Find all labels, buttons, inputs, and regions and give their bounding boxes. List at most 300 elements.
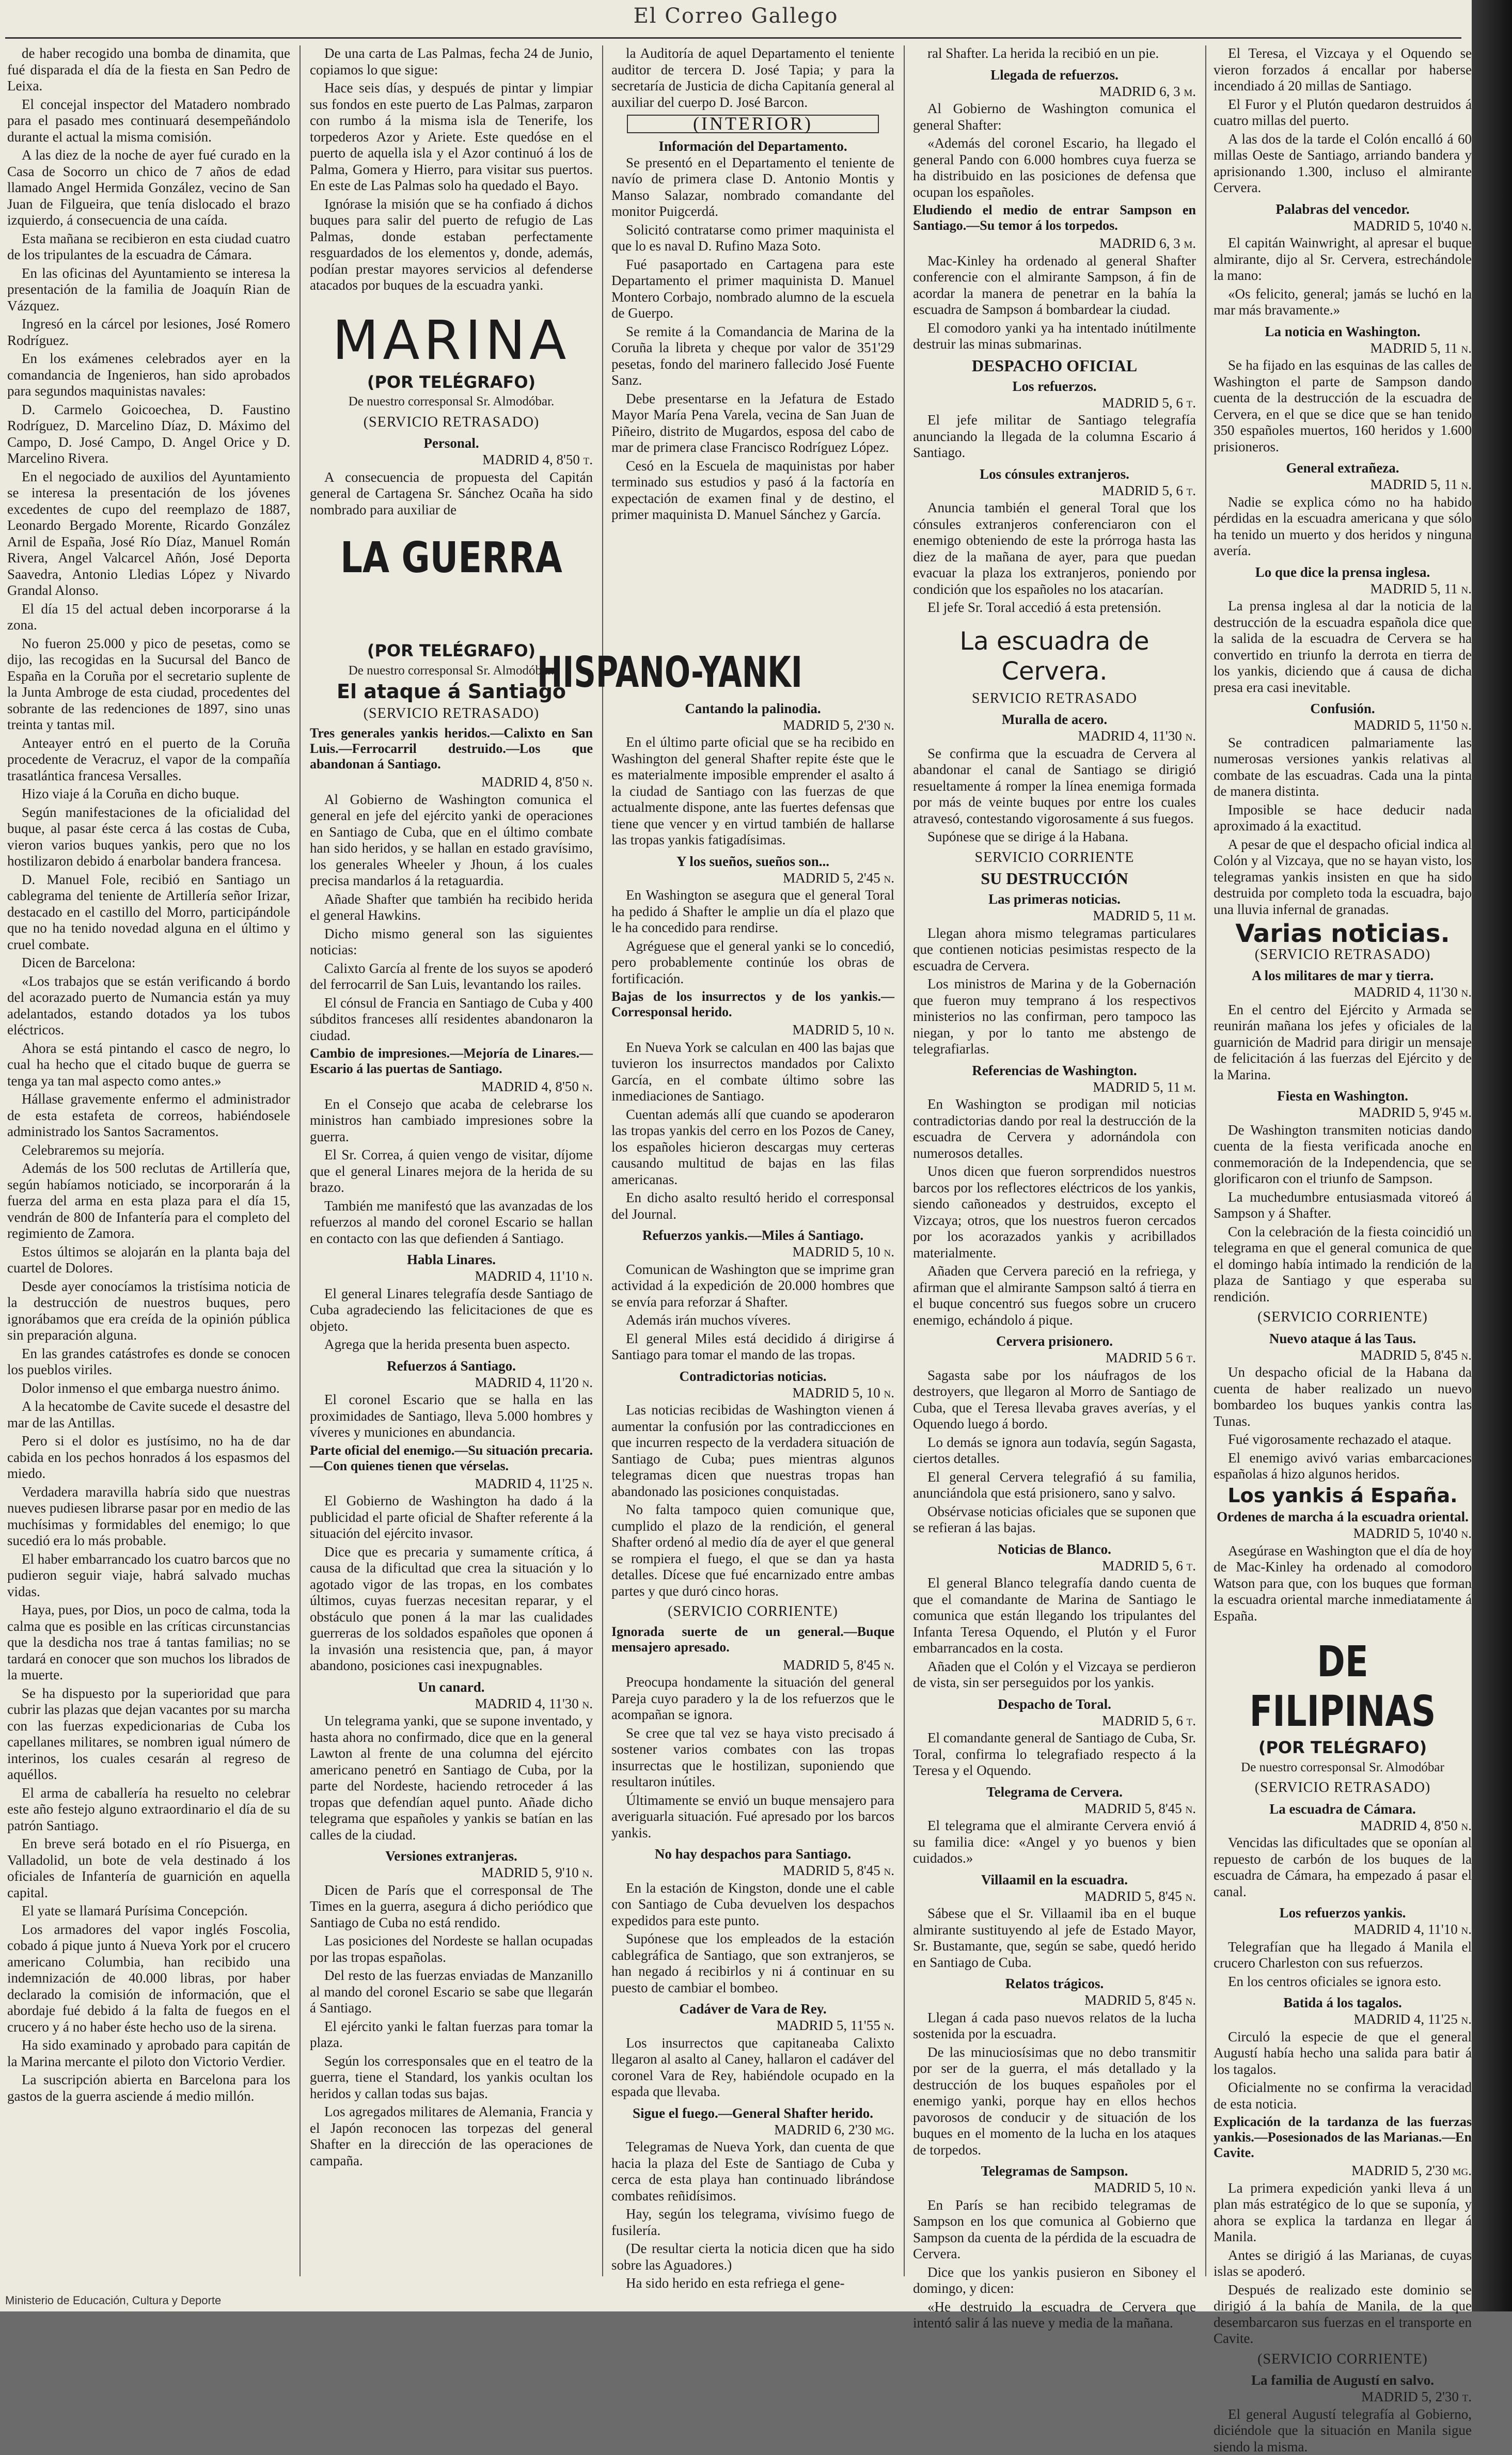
dateline: MADRID 5, 10 n. bbox=[611, 1022, 894, 1038]
article-text bbox=[611, 2035, 894, 2100]
article-text bbox=[310, 1493, 593, 1674]
paragraph: Lo demás se ignora aun todavía, según Sagasta, ciertos detalles. bbox=[913, 1435, 1196, 1467]
article-text bbox=[611, 734, 894, 848]
article-text bbox=[1214, 2180, 1472, 2347]
dateline: MADRID 5, 11'55 n. bbox=[611, 2018, 894, 2034]
headline: Los cónsules extranjeros. bbox=[913, 466, 1196, 482]
headline-despacho-oficial: DESPACHO OFICIAL bbox=[913, 358, 1196, 373]
article-text bbox=[913, 253, 1196, 353]
headline-su-destruccion: SU DESTRUCCIÓN bbox=[913, 871, 1196, 886]
paragraph: Los insurrectos que capitaneaba Calixto llegaron al asalto al Caney, hallaron el cadáver del coronel Vara de Rey, habiéndole ocupado en la espada que llevaba. bbox=[611, 2035, 894, 2100]
paragraph: El jefe Sr. Toral accedió á esta pretensión. bbox=[913, 600, 1196, 616]
paragraph: El telegrama que el almirante Cervera envió á su familia dice: «Angel y yo buenos y bien cuidados.» bbox=[913, 1818, 1196, 1867]
paragraph: Fué vigorosamente rechazado el ataque. bbox=[1214, 1431, 1472, 1448]
dateline: MADRID 5, 8'45 n. bbox=[611, 1863, 894, 1879]
paragraph: Anuncia también el general Toral que los cónsules extranjeros conferenciaron con el enemigo obteniendo de este la prórroga hasta las diez de la mañana de ayer, para que puedan evacuar la plaza los extranjeros, poniendo por condición que los españoles no los atacarían. bbox=[913, 500, 1196, 597]
paragraph: El día 15 del actual deben incorporarse á la zona. bbox=[7, 601, 290, 634]
article-text bbox=[310, 1392, 593, 1441]
paragraph: Mac-Kinley ha ordenado al general Shafter conferencie con el almirante Sampson, á fin de acordar la manera de penetrar en la bahía la escuadra de Sampson á bombardear la ciudad. bbox=[913, 253, 1196, 318]
headline: La escuadra de Cámara. bbox=[1214, 1801, 1472, 1817]
paragraph: Después de realizado este dominio se dirigió á la bahía de Manila, de la que desembarcaron sus fuerzas en el transporte en Cavite. bbox=[1214, 2282, 1472, 2347]
paragraph: El ejército yanki le faltan fuerzas para tomar la plaza. bbox=[310, 2019, 593, 2051]
dateline: MADRID 6, 3 m. bbox=[913, 235, 1196, 252]
dateline: MADRID 5, 11'50 n. bbox=[1214, 717, 1472, 734]
article-text bbox=[913, 45, 1196, 62]
subheadline: Bajas de los insurrectos y de los yankis.—Corresponsal herido. bbox=[611, 989, 894, 1020]
column-3 bbox=[611, 45, 894, 2276]
headline: Despacho de Toral. bbox=[913, 1696, 1196, 1712]
service-label: (SERVICIO CORRIENTE) bbox=[1214, 2351, 1472, 2368]
paragraph: Hay, según los telegrama, vivísimo fuego de fusilería. bbox=[611, 2206, 894, 2239]
article-text bbox=[611, 1674, 894, 1841]
headline: La familia de Augustí en salvo. bbox=[1214, 2372, 1472, 2388]
headline: Villaamil en la escuadra. bbox=[913, 1872, 1196, 1887]
paragraph: En el centro del Ejército y Armada se reunirán mañana los jefes y oficiales de la guarnición de Madrid para dirigir un mensaje de felicitación á las fuerzas del Ejército y de la Marina. bbox=[1214, 1002, 1472, 1083]
paragraph: En el Consejo que acaba de celebrarse los ministros han cambiado impresiones sobre la guerra. bbox=[310, 1096, 593, 1145]
paragraph: Antes se dirigió á las Marianas, de cuyas islas se apoderó. bbox=[1214, 2247, 1472, 2280]
subheadline: Ignorada suerte de un general.—Buque mensajero apresado. bbox=[611, 1624, 894, 1655]
section-title-escuadra: La escuadra de Cervera. bbox=[913, 626, 1196, 686]
paragraph: Dicen de París que el corresponsal de The Times en la guerra, asegura á dicho periódico que Santiago de Cuba no está rendido. bbox=[310, 1882, 593, 1931]
paragraph: El Furor y el Plutón quedaron destruidos á cuatro millas del puerto. bbox=[1214, 97, 1472, 129]
paragraph: Las noticias recibidas de Washington vienen á aumentar la confusión por las contradicciones en que incurren respecto de la verdadera situación de Santiago de Cuba; pues mientras algunos telegramas dicen que nuestras tropas han abandonado las posiciones conquistadas. bbox=[611, 1402, 894, 1500]
paragraph: Oficialmente no se confirma la veracidad de esta noticia. bbox=[1214, 2080, 1472, 2112]
paragraph: D. Manuel Fole, recibió en Santiago un cablegrama del teniente de Artillería señor Irizar, destacado en el castillo del Morro, participándole que no ha tenido novedad alguna en el último y cruel combate. bbox=[7, 872, 290, 953]
article-text bbox=[913, 1906, 1196, 1971]
paragraph: Las posiciones del Nordeste se hallan ocupadas por las tropas españolas. bbox=[310, 1933, 593, 1965]
dateline: MADRID 5 6 t. bbox=[913, 1350, 1196, 1366]
dateline: MADRID 4, 11'25 n. bbox=[1214, 2011, 1472, 2028]
paragraph: El Gobierno de Washington ha dado á la publicidad el parte oficial de Shafter referente á la situación del ejército invasor. bbox=[310, 1493, 593, 1542]
paragraph: Obsérvase noticias oficiales que se suponen que se refieran á las bajas. bbox=[913, 1504, 1196, 1536]
paragraph: El general Miles está decidido á dirigirse á Santiago para tomar el mando de las tropas. bbox=[611, 1331, 894, 1363]
paragraph: Se remite á la Comandancia de Marina de la Coruña la libreta y cheque por valor de 351'29 pesetas, fondo del marinero fallecido José Fuente Sanz. bbox=[611, 324, 894, 389]
article-text bbox=[310, 1713, 593, 1843]
article-text bbox=[1214, 735, 1472, 918]
paragraph: Vencidas las dificultades que se oponían al repuesto de carbón de los buques de la escuadra de Cámara, ha empezado á pasar el canal. bbox=[1214, 1835, 1472, 1900]
dateline: MADRID 5, 11 n. bbox=[1214, 340, 1472, 357]
subheadline: Eludiendo el medio de entrar Sampson en Santiago.—Su temor á los torpedos. bbox=[913, 202, 1196, 233]
article-text bbox=[1214, 1122, 1472, 1305]
paragraph: Esta mañana se recibieron en esta ciudad cuatro de los tripulantes de la escuadra de Cámara. bbox=[7, 231, 290, 263]
paragraph: No falta tampoco quien comunique que, cumplido el plazo de la rendición, el general Shafter ordenó al medio día de ayer el que general se rompiera el fuego, el que se dan ya hasta detalles. Dícese que fué encarnizado entre ambas partes y que duró cinco horas. bbox=[611, 1502, 894, 1599]
column-divider bbox=[1205, 45, 1206, 2276]
paragraph: El jefe militar de Santiago telegrafía anunciando la llegada de la columna Escario á Santiago. bbox=[913, 412, 1196, 461]
paragraph: Además irán muchos víveres. bbox=[611, 1312, 894, 1329]
headline: Noticias de Blanco. bbox=[913, 1541, 1196, 1557]
paragraph: En Nueva York se calculan en 400 las bajas que tuvieron los insurrectos mandados por Calixto García, en el combate último sobre las inmediaciones de Santiago. bbox=[611, 1040, 894, 1105]
paragraph: Anteayer entró en el puerto de la Coruña procedente de Veracruz, el vapor de la compañía trasatlántica francesa Versalles. bbox=[7, 735, 290, 784]
section-title-marina: MARINA bbox=[310, 309, 593, 371]
headline: Nuevo ataque á las Taus. bbox=[1214, 1331, 1472, 1346]
article-text bbox=[1214, 357, 1472, 455]
paragraph: Hállase gravemente enfermo el administrador de esta estafeta de correos, habiéndosele administrado los Santos Sacramentos. bbox=[7, 1091, 290, 1140]
paragraph: El haber embarrancado los cuatro barcos que no pudieron seguir viaje, habrá salvado muchas vidas. bbox=[7, 1551, 290, 1600]
title-spacer bbox=[611, 525, 894, 696]
paragraph: En dicho asalto resultó herido el corresponsal del Journal. bbox=[611, 1190, 894, 1222]
paragraph: A las dos de la tarde el Colón encalló á 60 millas Oeste de Santiago, arriando bandera y aprisionando 1.300, incluso el almirante Cervera. bbox=[1214, 131, 1472, 196]
paragraph: Dice que los yankis pusieron en Siboney el domingo, y dicen: bbox=[913, 2264, 1196, 2297]
paragraph: Además de los 500 reclutas de Artillería que, según habíamos noticiado, se incorporarán á la fuerza del arma en esta plaza para el día 15, vendrán de 800 de Infantería para el completo del regimiento de Zamora. bbox=[7, 1160, 290, 1242]
headline: Muralla de acero. bbox=[913, 712, 1196, 727]
dateline: MADRID 5, 6 t. bbox=[913, 483, 1196, 499]
dateline: MADRID 4, 8'50 t. bbox=[310, 452, 593, 468]
article-text bbox=[1214, 1835, 1472, 1900]
article-text bbox=[913, 1730, 1196, 1779]
dateline: MADRID 6, 2'30 mg. bbox=[611, 2122, 894, 2138]
headline: Sigue el fuego.—General Shafter herido. bbox=[611, 2105, 894, 2121]
paragraph: El concejal inspector del Matadero nombrado para el pasado mes continuará desempeñándolo durante el actual la misma comisión. bbox=[7, 97, 290, 146]
headline: Batida á los tagalos. bbox=[1214, 1995, 1472, 2010]
paragraph: Telegrafían que ha llegado á Manila el crucero Charleston con sus refuerzos. bbox=[1214, 1939, 1472, 1972]
paragraph: Se ha dispuesto por la superioridad que para cubrir las plazas que dejan vacantes por su marcha con las fuerzas expedicionarias de Cuba los capellanes militares, se nombren igual número de interinos, los cuales cesarán al regreso de aquéllos. bbox=[7, 1686, 290, 1783]
dateline: MADRID 5, 2'30 n. bbox=[611, 717, 894, 734]
paragraph: Se presentó en el Departamento el teniente de navío de primera clase D. Antonio Montis y Manso Salazar, nombrado comandante del monitor Puigcerdá. bbox=[611, 155, 894, 220]
paragraph: Al Gobierno de Washington comunica el general en jefe del ejército yanki de operaciones en Santiago de Cuba, que en el último combate han sido heridos, y se hallan en estado gravísimo, los generales Wheeler y Jhoun, á los cuales precisa mandarlos á la retaguardia. bbox=[310, 792, 593, 889]
paragraph: Un telegrama yanki, que se supone inventado, y hasta ahora no confirmado, dice que en la general Lawton al frente de una columna del ejército americano penetró en Santiago de Cuba, por la parte del Nordeste, haciendo retroceder á las tropas que defendían aquel punto. Añade dicho telegrama que españoles y yankis se batían en las calles de la ciudad. bbox=[310, 1713, 593, 1843]
dateline: MADRID 5, 10 n. bbox=[611, 1385, 894, 1402]
paragraph: Ha sido herido en esta refriega el gene- bbox=[611, 2275, 894, 2292]
paragraph: D. Carmelo Goicoechea, D. Faustino Rodríguez, D. Marcelino Díaz, D. Máximo del Campo, D. José Campo, D. Angel Orice y D. Marcelino Rivera. bbox=[7, 402, 290, 467]
article-text bbox=[611, 1402, 894, 1599]
headline: Cadáver de Vara de Rey. bbox=[611, 2001, 894, 2017]
article-text bbox=[913, 925, 1196, 1058]
section-title-guerra: LA GUERRA bbox=[335, 533, 567, 583]
article-text bbox=[310, 1882, 593, 2169]
paragraph: A la hecatombe de Cavite sucede el desastre del mar de las Antillas. bbox=[7, 1398, 290, 1431]
paragraph: El coronel Escario que se halla en las proximidades de Santiago, lleva 5.000 hombres y víveres y municiones en abundancia. bbox=[310, 1392, 593, 1441]
article-text bbox=[310, 1096, 593, 1247]
headline: Un canard. bbox=[310, 1679, 593, 1695]
article-text bbox=[913, 1575, 1196, 1691]
paragraph: Se confirma que la escuadra de Cervera al abandonar el canal de Santiago se dirigió resueltamente á romper la línea enemiga formada por más de veinte buques por entre los cuales atravesó, contestando vigorosamente á sus fuegos. bbox=[913, 746, 1196, 827]
column-divider bbox=[904, 45, 905, 2276]
paragraph: Telegramas de Nueva York, dan cuenta de que hacia la plaza del Este de Santiago de Cuba y cerca de esta playa han continuado librándose combates reñidísimos. bbox=[611, 2139, 894, 2204]
headline: Confusión. bbox=[1214, 701, 1472, 716]
paragraph: Ingresó en la cárcel por lesiones, José Romero Rodríguez. bbox=[7, 316, 290, 349]
column-1 bbox=[7, 45, 290, 2276]
dateline: MADRID 5, 10'40 n. bbox=[1214, 218, 1472, 234]
paragraph: Ahora se está pintando el casco de negro, lo cual ha hecho que el citado buque de guerra se tenga ya tan mal aspecto como antes.» bbox=[7, 1041, 290, 1090]
paragraph: En el último parte oficial que se ha recibido en Washington del general Shafter repite éste que le es materialmente imposible emprender el asalto á la ciudad de Santiago con las fuerzas de que actualmente dispone, ante las fuertes defensas que tiene que vencer y en virtud también de hallarse las tropas yankis fatigadísimas. bbox=[611, 734, 894, 848]
paragraph: Añaden que el Colón y el Vizcaya se perdieron de vista, sin ser perseguidos por los yankis. bbox=[913, 1659, 1196, 1691]
paragraph: De Washington transmiten noticias dando cuenta de la fiesta verificada anoche en conmemoración de la Independencia, que se glorificaron con el triunfo de Sampson. bbox=[1214, 1122, 1472, 1187]
paragraph: Haya, pues, por Dios, un poco de calma, toda la calma que es posible en las críticas circunstancias que la desdicha nos trae á tantas familias; no se tardará en conocer que son muchos los librados de la muerte. bbox=[7, 1602, 290, 1683]
headline: A los militares de mar y tierra. bbox=[1214, 968, 1472, 983]
paragraph: Nadie se explica cómo no ha habido pérdidas en la escuadra americana y que sólo ha tenido un muerto y dos heridos y ninguna avería. bbox=[1214, 494, 1472, 559]
paragraph: El general Blanco telegrafía dando cuenta de que el comandante de Marina de Santiago le comunica que están llegando los tripulantes del Infanta Teresa Oquendo, el Plutón y el Furor embarrancados en la costa. bbox=[913, 1575, 1196, 1657]
dateline: MADRID 5, 11 m. bbox=[913, 908, 1196, 924]
article-text bbox=[913, 101, 1196, 200]
section-title-varias: Varias noticias. bbox=[1214, 926, 1472, 942]
column-5 bbox=[1214, 45, 1472, 2276]
correspondent-line: De nuestro corresponsal Sr. Almodóbar. bbox=[310, 663, 593, 679]
dateline: MADRID 4, 11'30 n. bbox=[1214, 984, 1472, 1001]
article-text bbox=[611, 1040, 894, 1223]
service-label: (SERVICIO RETRASADO) bbox=[310, 414, 593, 431]
paragraph: Ha sido examinado y aprobado para capitán de la Marina mercante el piloto don Victorio Verdier. bbox=[7, 2037, 290, 2070]
paragraph: En Washington se asegura que el general Toral ha pedido á Shafter le amplie un día el plazo que le ha concedido para rendirse. bbox=[611, 887, 894, 936]
article-text bbox=[1214, 45, 1472, 196]
headline: Los refuerzos. bbox=[913, 379, 1196, 394]
dateline: MADRID 4, 11'10 n. bbox=[1214, 1922, 1472, 1938]
service-label: (SERVICIO CORRIENTE) bbox=[1214, 1309, 1472, 1326]
dateline: MADRID 5, 6 t. bbox=[913, 1558, 1196, 1575]
paragraph: Dolor inmenso el que embarga nuestro ánimo. bbox=[7, 1380, 290, 1397]
paragraph: Llegan ahora mismo telegramas particulares que contienen noticias pesimistas respecto de la escuadra de Cervera. bbox=[913, 925, 1196, 974]
paragraph: Según los corresponsales que en el teatro de la guerra, tiene el Standard, los yankis ocultan los heridos y callan todas sus bajas. bbox=[310, 2053, 593, 2102]
headline: Fiesta en Washington. bbox=[1214, 1088, 1472, 1104]
paragraph: La suscripción abierta en Barcelona para los gastos de la guerra asciende á medio millón. bbox=[7, 2072, 290, 2104]
paragraph: Agréguese que el general yanki se lo concedió, pero probablemente continúe los obras de fortificación. bbox=[611, 938, 894, 987]
article-text bbox=[310, 792, 593, 1044]
paragraph: Llegan á cada paso nuevos relatos de la lucha sostenida por la escuadra. bbox=[913, 2010, 1196, 2042]
paragraph: (De resultar cierta la noticia dicen que ha sido sobre las Aguadores.) bbox=[611, 2241, 894, 2273]
paragraph: Debe presentarse en la Jefatura de Estado Mayor María Pena Varela, vecina de San Juan de Piñeiro, distrito de Mugardos, esposa del cabo de mar de primera clase Francisco Rodríguez López. bbox=[611, 391, 894, 456]
article-text bbox=[1214, 1543, 1472, 1625]
paragraph: La primera expedición yanki lleva á un plan más estratégico de lo que se suponía, y ahora se explica la tardanza en llegar á Manila. bbox=[1214, 2180, 1472, 2245]
paragraph: Se cree que tal vez se haya visto precisado á sostener varios combates con las tropas insurrectas que le hostilizan, suponiendo que resultaron inútiles. bbox=[611, 1725, 894, 1790]
subheadline: Cambio de impresiones.—Mejoría de Linares.—Escario á las puertas de Santiago. bbox=[310, 1046, 593, 1077]
archive-footer: Ministerio de Educación, Cultura y Deporte bbox=[5, 2294, 221, 2307]
dateline: MADRID 4, 11'20 n. bbox=[310, 1375, 593, 1391]
headline: Palabras del vencedor. bbox=[1214, 201, 1472, 217]
by-telegraph-label: (POR TELÉGRAFO) bbox=[310, 374, 593, 391]
headline: Refuerzos á Santiago. bbox=[310, 1358, 593, 1374]
service-label: (SERVICIO RETRASADO) bbox=[1214, 1780, 1472, 1796]
dateline: MADRID 5, 6 t. bbox=[913, 395, 1196, 412]
dateline: MADRID 5, 10 n. bbox=[913, 2180, 1196, 2196]
paragraph: La muchedumbre entusiasmada vitoreó á Sampson y á Shafter. bbox=[1214, 1189, 1472, 1222]
article-text bbox=[611, 1262, 894, 1363]
article-text bbox=[913, 1367, 1196, 1536]
dateline: MADRID 5, 2'30 mg. bbox=[1214, 2163, 1472, 2179]
dateline: MADRID 5, 8'45 n. bbox=[913, 1801, 1196, 1817]
paragraph: Hace seis días, y después de pintar y limpiar sus fondos en este puerto de Las Palmas, zarparon con rumbo á la misma isla de Tenerife, los torpederos Azor y Ariete. Este quedóse en el puerto de aquella isla y el Azor continuó á los de Palma, Gomera y Hierro, para visitar sus puertos. En este de Las Palmas solo ha quedado el Bayo. bbox=[310, 80, 593, 194]
headline: Llegada de refuerzos. bbox=[913, 67, 1196, 83]
paragraph: A pesar de que el despacho oficial indica al Colón y al Vizcaya, que no se hayan visto, los telegramas yankis insisten en que ha sido destruida por completo toda la escuadra, bajo una lluvia infernal de granadas. bbox=[1214, 837, 1472, 918]
subheadline: Explicación de la tardanza de las fuerzas yankis.—Posesionados de las Marianas.—En Cavite. bbox=[1214, 2114, 1472, 2161]
paragraph: En los exámenes celebrados ayer en la comandancia de Ingenieros, han sido aprobados para segundos maquinistas navales: bbox=[7, 351, 290, 400]
paragraph: ral Shafter. La herida la recibió en un pie. bbox=[913, 45, 1196, 62]
paragraph: Supónese que los empleados de la estación cablegráfica de Santiago, que son extranjeros, se han negado á recibirlos y ni á continuar en su puesto de cambiar el bombeo. bbox=[611, 1931, 894, 1996]
section-title-interior: (INTERIOR) bbox=[627, 115, 879, 133]
paragraph: Supónese que se dirige á la Habana. bbox=[913, 829, 1196, 845]
dateline: MADRID 5, 11 n. bbox=[1214, 581, 1472, 597]
paragraph: Últimamente se envió un buque mensajero para averiguarla situación. Fué apresado por los barcos yankis. bbox=[611, 1792, 894, 1842]
paragraph: Se ha fijado en las esquinas de las calles de Washington el parte de Sampson dando cuenta de la destrucción de la escuadra de Cervera, en el que se dice que se han tenido 350 españoles muertos, 160 heridos y 1.600 prisioneros. bbox=[1214, 357, 1472, 455]
paragraph: El cónsul de Francia en Santiago de Cuba y 400 súbditos franceses allí residentes abandonaron la ciudad. bbox=[310, 995, 593, 1044]
dateline: MADRID 5, 11 m. bbox=[913, 1079, 1196, 1096]
service-label: SERVICIO CORRIENTE bbox=[913, 849, 1196, 866]
correspondent-line: De nuestro corresponsal Sr. Almodóbar bbox=[1214, 1759, 1472, 1776]
article-text bbox=[913, 1818, 1196, 1867]
paragraph: Solicitó contratarse como primer maquinista el que lo es naval D. Rufino Maza Soto. bbox=[611, 222, 894, 255]
service-label: (SERVICIO RETRASADO) bbox=[310, 705, 593, 722]
section-title-hispano-yanki: HISPANO-YANKI bbox=[537, 648, 805, 698]
headline: Cantando la palinodia. bbox=[611, 701, 894, 716]
paragraph: En la estación de Kingston, donde une el cable con Santiago de Cuba devuelven los despachos expedidos para este punto. bbox=[611, 1880, 894, 1929]
paragraph: En las oficinas del Ayuntamiento se interesa la presentación de la familia de Joaquín Rian de Vázquez. bbox=[7, 265, 290, 314]
paragraph: El enemigo avivó varias embarcaciones españolas á hizo algunos heridos. bbox=[1214, 1450, 1472, 1483]
paragraph: La prensa inglesa al dar la noticia de la destrucción de la escuadra española dice que la salida de la escuadra de Cervera se ha convertido en triunfo la derrota en tierra de los yankis, diciendo que á causa de dicha presa era casi inevitable. bbox=[1214, 598, 1472, 696]
column-divider bbox=[300, 45, 301, 2276]
headline: Referencias de Washington. bbox=[913, 1063, 1196, 1078]
dateline: MADRID 5, 2'45 n. bbox=[611, 870, 894, 887]
dateline: MADRID 5, 2'30 t. bbox=[1214, 2389, 1472, 2405]
paragraph: Del resto de las fuerzas enviadas de Manzanillo al mando del coronel Escario se sabe que llegarán á Santiago. bbox=[310, 1968, 593, 2017]
article-text bbox=[611, 2139, 894, 2292]
paragraph: Circuló la especie de que el general Augustí había hecho una salida para batir á los tagalos. bbox=[1214, 2029, 1472, 2078]
headline: Habla Linares. bbox=[310, 1252, 593, 1267]
column-4 bbox=[913, 45, 1196, 2276]
paragraph: En París se han recibido telegramas de Sampson en los que comunica al Gobierno que Sampson da cuenta de la pérdida de la escuadra de Cervera. bbox=[913, 2197, 1196, 2262]
page-edge-shadow bbox=[1472, 0, 1512, 2311]
article-text: A consecuencia de propuesta del Capitán general de Cartagena Sr. Sánchez Ocaña ha sido nombrado para auxiliar de bbox=[310, 469, 593, 518]
headline: Telegramas de Sampson. bbox=[913, 2163, 1196, 2179]
dateline: MADRID 4, 11'30 n. bbox=[310, 1696, 593, 1712]
paragraph: Hizo viaje á la Coruña en dicho buque. bbox=[7, 786, 290, 802]
headline-ataque: El ataque á Santiago bbox=[310, 684, 593, 700]
paragraph: Calixto García al frente de los suyos se apoderó del ferrocarril de San Luis, levantando los railes. bbox=[310, 961, 593, 993]
service-label: (SERVICIO CORRIENTE) bbox=[611, 1603, 894, 1620]
paragraph: El comodoro yanki ya ha intentado inútilmente destruir las minas submarinas. bbox=[913, 320, 1196, 353]
dateline: MADRID 5, 9'45 m. bbox=[1214, 1105, 1472, 1121]
dateline: MADRID 4, 11'25 n. bbox=[310, 1476, 593, 1492]
article-text bbox=[611, 1880, 894, 1996]
headline: Versiones extranjeras. bbox=[310, 1848, 593, 1864]
dateline: MADRID 4, 8'50 n. bbox=[310, 1079, 593, 1095]
dateline: MADRID 5, 11 n. bbox=[1214, 477, 1472, 493]
paragraph: También me manifestó que las avanzadas de los refuerzos al mando del coronel Escario se hallan en contacto con las que defienden á Santiago. bbox=[310, 1198, 593, 1247]
headline: Ordenes de marcha á la escuadra oriental. bbox=[1214, 1509, 1472, 1524]
article-text bbox=[913, 1096, 1196, 1328]
paragraph: El general Cervera telegrafió á su familia, anunciándola que está prisionero, sano y salvo. bbox=[913, 1469, 1196, 1502]
paragraph: Con la celebración de la fiesta coincidió un telegrama en que el general comunica de que el domingo había intimado la rendición de la plaza de Santiago y que esperaba su rendición. bbox=[1214, 1224, 1472, 1305]
paragraph: Los armadores del vapor inglés Foscolia, cobado á pique junto á Nueva York por el crucero americano Columbia, han recibido una indemnización de 40.000 libras, por haber declarado la comisión de información, que el abordaje fué debido á la falta de fuegos en el crucero y á no haber éste hecho uso de la sirena. bbox=[7, 1922, 290, 2036]
paragraph: El yate se llamará Purísima Concepción. bbox=[7, 1903, 290, 1919]
paragraph: El arma de caballería ha resuelto no celebrar este año festejo alguno extraordinario el día de su patrón Santiago. bbox=[7, 1785, 290, 1834]
by-telegraph-label: (POR TELÉGRAFO) bbox=[1214, 1740, 1472, 1756]
paragraph: A las diez de la noche de ayer fué curado en la Casa de Socorro un chico de 7 años de edad llamado Angel Hermida González, vecino de San Juan de Filgueira, que tenía dislocado el brazo izquierdo, á consecuencia de una caída. bbox=[7, 147, 290, 229]
header-rule bbox=[5, 37, 1461, 39]
dateline: MADRID 4, 11'30 n. bbox=[913, 728, 1196, 745]
paragraph: Sagasta sabe por los náufragos de los destroyers, que llegaron al Morro de Santiago de Cuba, que el Teresa llevaba graves averías, y el Oquendo luego á bordo. bbox=[913, 1367, 1196, 1433]
paragraph: Asegúrase en Washington que el día de hoy de Mac-Kinley ha ordenado al comodoro Watson para que, con los buques que forman la escuadra oriental marche inmediatamente á España. bbox=[1214, 1543, 1472, 1625]
paragraph: Pero si el dolor es justísimo, no ha de dar cabida en los pechos honrados á los espasmos del miedo. bbox=[7, 1433, 290, 1482]
masthead: El Correo Gallego bbox=[0, 4, 1472, 35]
dateline: MADRID 5, 8'45 n. bbox=[1214, 1347, 1472, 1364]
headline: Personal. bbox=[310, 435, 593, 451]
dateline: MADRID 4, 11'10 n. bbox=[310, 1268, 593, 1285]
paragraph: Agrega que la herida presenta buen aspecto. bbox=[310, 1336, 593, 1353]
paragraph: Imposible se hace deducir nada aproximado á la exactitud. bbox=[1214, 802, 1472, 835]
paragraph: Cesó en la Escuela de maquinistas por haber terminado sus estudios y pasó á la factoría en expectación de examen final y de destino, el primer maquinista D. Manuel Sánchez y García. bbox=[611, 458, 894, 523]
paragraph: No fueron 25.000 y pico de pesetas, como se dijo, las recogidas en la Sucursal del Banco de España en la Coruña por el secretario suplente de la Junta Ambroge de esta ciudad, procedentes del sobrante de las redenciones de 1897, sino unas treinta y tantas mil. bbox=[7, 636, 290, 733]
paragraph: El general Linares telegrafía desde Santiago de Cuba agradeciendo las felicitaciones de que es objeto. bbox=[310, 1286, 593, 1335]
article-text bbox=[913, 746, 1196, 845]
paragraph: Celebraremos su mejoría. bbox=[7, 1142, 290, 1159]
subheadline: Parte oficial del enemigo.—Su situación precaria.—Con quienes tienen que vérselas. bbox=[310, 1443, 593, 1474]
paragraph: Dice que es precaria y sumamente crítica, á causa de la dificultad que crea la situación y lo agotado vigor de las tropas, en los combates últimos, cuyas fuerzas necesitan reparar, y el obstáculo que ponen á la mar las cualidades guerreras de los soldados españoles que oponen á la invasión una resistencia que, pan, á mayor abandono, posiciones casi inexpugnables. bbox=[310, 1544, 593, 1674]
paragraph: «Además del coronel Escario, ha llegado el general Pando con 6.000 hombres cuya fuerza se ha distribuido en las posiciones de defensa que ocupan los españoles. bbox=[913, 135, 1196, 200]
paragraph: En los centros oficiales se ignora esto. bbox=[1214, 1974, 1472, 1990]
paragraph: «He destruido la escuadra de Cervera que intentó salir á las nueve y media de la mañana. bbox=[913, 2299, 1196, 2332]
headline: No hay despachos para Santiago. bbox=[611, 1846, 894, 1862]
paragraph: la Auditoría de aquel Departamento el teniente auditor de tercera D. José Tapia; y para la secretaría de Justicia de dicha Capitanía general al auxiliar del cuerpo D. José Barcon. bbox=[611, 45, 894, 111]
article-text bbox=[913, 500, 1196, 616]
article-text bbox=[611, 45, 894, 111]
column-divider bbox=[602, 45, 603, 2276]
column-1-text bbox=[7, 45, 290, 2104]
headline: Contradictorias noticias. bbox=[611, 1368, 894, 1384]
dateline: MADRID 5, 10 n. bbox=[611, 1244, 894, 1261]
article-text bbox=[1214, 1939, 1472, 1990]
paragraph: Estos últimos se alojarán en la planta baja del cuartel de Dolores. bbox=[7, 1244, 290, 1277]
headline: La noticia en Washington. bbox=[1214, 324, 1472, 339]
article-text bbox=[1214, 494, 1472, 559]
dateline: MADRID 5, 8'45 n. bbox=[611, 1657, 894, 1674]
headline: Información del Departamento. bbox=[611, 138, 894, 154]
dateline: MADRID 4, 8'50 n. bbox=[310, 774, 593, 791]
paragraph: El general Augustí telegrafía al Gobierno, diciéndole que la situación en Manila sigue siendo la misma. bbox=[1214, 2406, 1472, 2455]
paragraph: De una carta de Las Palmas, fecha 24 de Junio, copiamos lo que sigue: bbox=[310, 45, 593, 78]
paragraph: Ignórase la misión que se ha confiado á dichos buques para salir del puerto de refugio de Las Palmas, donde estaban perfectamente resguardados de los elementos y, donde, además, podían prestar mayores servicios al defenderse atacados por buques de la escuadra yanki. bbox=[310, 196, 593, 294]
subheadline: Tres generales yankis heridos.—Calixto en San Luis.—Ferrocarril destruido.—Los que abandonan á Santiago. bbox=[310, 726, 593, 772]
article-text bbox=[913, 2197, 1196, 2332]
paragraph: De las minuciosísimas que no debo transmitir por ser de la guerra, el más detallado y la destrucción de los buques españoles por el enemigo yanki, porque hay en ellos hechos pavorosos de conducir y de situación de los buques en el momento de la lucha en los ataques de torpedos. bbox=[913, 2044, 1196, 2159]
paragraph: Comunican de Washington que se imprime gran actividad á la expedición de 20.000 hombres que se envía para reforzar á Shafter. bbox=[611, 1262, 894, 1311]
paragraph: Desde ayer conocíamos la tristísima noticia de la destrucción de nuestros buques, pero ignorábamos que era creída de la opinión pública sin preparación alguna. bbox=[7, 1279, 290, 1344]
paragraph: En el negociado de auxilios del Ayuntamiento se interesa la presentación de los jóvenes excedentes de cupo del reemplazo de 1887, Leonardo Bergado Morente, Ricardo González Arnil de España, José Río Díaz, Manuel Román Rivera, Angel Valcarcel Añón, José Deporta Saavedra, Antonio Lledias López y Nivardo Grandal Alonso. bbox=[7, 469, 290, 599]
article-text bbox=[913, 412, 1196, 461]
article-text bbox=[1214, 235, 1472, 319]
article-text bbox=[1214, 2406, 1472, 2455]
correspondent-line: De nuestro corresponsal Sr. Almodóbar. bbox=[310, 394, 593, 410]
paragraph: Fué pasaportado en Cartagena para este Departamento el primer maquinista D. Manuel Montero Corbajo, nombrado alumno de la escuela de Guerpo. bbox=[611, 257, 894, 322]
paragraph: Los agregados militares de Alemania, Francia y el Japón reconocen las torpezas del general Shafter en la dirección de las operaciones de campaña. bbox=[310, 2104, 593, 2169]
paragraph: En breve será botado en el río Pisuerga, en Valladolid, un bote de vela destinado á los oficiales de Infantería de guarnición en aquella capital. bbox=[7, 1836, 290, 1901]
paragraph: Dicen de Barcelona: bbox=[7, 955, 290, 971]
service-label: (SERVICIO RETRASADO) bbox=[1214, 947, 1472, 963]
dateline: MADRID 5, 8'45 n. bbox=[913, 1889, 1196, 1905]
service-label: SERVICIO RETRASADO bbox=[913, 690, 1196, 707]
article-text bbox=[611, 155, 894, 523]
headline: Los refuerzos yankis. bbox=[1214, 1905, 1472, 1921]
paragraph: Se contradicen palmariamente las numerosas versiones yankis relativas al combate de las escuadras. Cada una la pinta de manera distinta. bbox=[1214, 735, 1472, 800]
article-text bbox=[1214, 598, 1472, 696]
paragraph: En las grandes catástrofes es donde se conocen los pueblos viriles. bbox=[7, 1346, 290, 1378]
headline: Cervera prisionero. bbox=[913, 1333, 1196, 1349]
article-text bbox=[1214, 1364, 1472, 1483]
article-text bbox=[1214, 2029, 1472, 2113]
paragraph: «Los trabajos que se están verificando á bordo del acorazado puerto de Numancia están ya muy adelantados, estando dotados ya los tubos eléctricos. bbox=[7, 973, 290, 1038]
headline: Las primeras noticias. bbox=[913, 891, 1196, 907]
paragraph: En Washington se prodigan mil noticias contradictorias dando por real la destrucción de la escuadra de Cervera y adornándola con numerosos detalles. bbox=[913, 1096, 1196, 1161]
article-text bbox=[611, 887, 894, 987]
paragraph: El Sr. Correa, á quien vengo de visitar, díjome que el general Linares mejora de la herida de su brazo. bbox=[310, 1147, 593, 1196]
paragraph: El comandante general de Santiago de Cuba, Sr. Toral, confirma lo telegrafiado respecto á la Teresa y el Oquendo. bbox=[913, 1730, 1196, 1779]
paragraph: Unos dicen que fueron sorprendidos nuestros barcos por los reflectores eléctricos de los yankis, siendo cañoneados y destruidos, excepto el Vizcaya; otros, que los nuestros fueron cercados por los acorazados yankis y acribillados materialmente. bbox=[913, 1163, 1196, 1261]
headline: Refuerzos yankis.—Miles á Santiago. bbox=[611, 1228, 894, 1243]
column-2 bbox=[310, 45, 593, 2276]
paragraph: de haber recogido una bomba de dinamita, que fué disparada el día de la fiesta en San Pedro de Leixa. bbox=[7, 45, 290, 95]
paragraph: Un despacho oficial de la Habana da cuenta de haber realizado un nuevo bombardeo los buques yankis contra las Tunas. bbox=[1214, 1364, 1472, 1429]
paragraph: Añaden que Cervera pareció en la refriega, y afirman que el almirante Sampson saltó á tierra en el buque concentró sus fuegos sobre un crucero enemigo, echándolo á pique. bbox=[913, 1263, 1196, 1328]
paragraph: El capitán Wainwright, al apresar el buque almirante, dijo al Sr. Cervera, estrechándole la mano: bbox=[1214, 235, 1472, 284]
headline: Relatos trágicos. bbox=[913, 1976, 1196, 1991]
by-telegraph-label: (POR TELÉGRAFO) bbox=[310, 643, 593, 659]
